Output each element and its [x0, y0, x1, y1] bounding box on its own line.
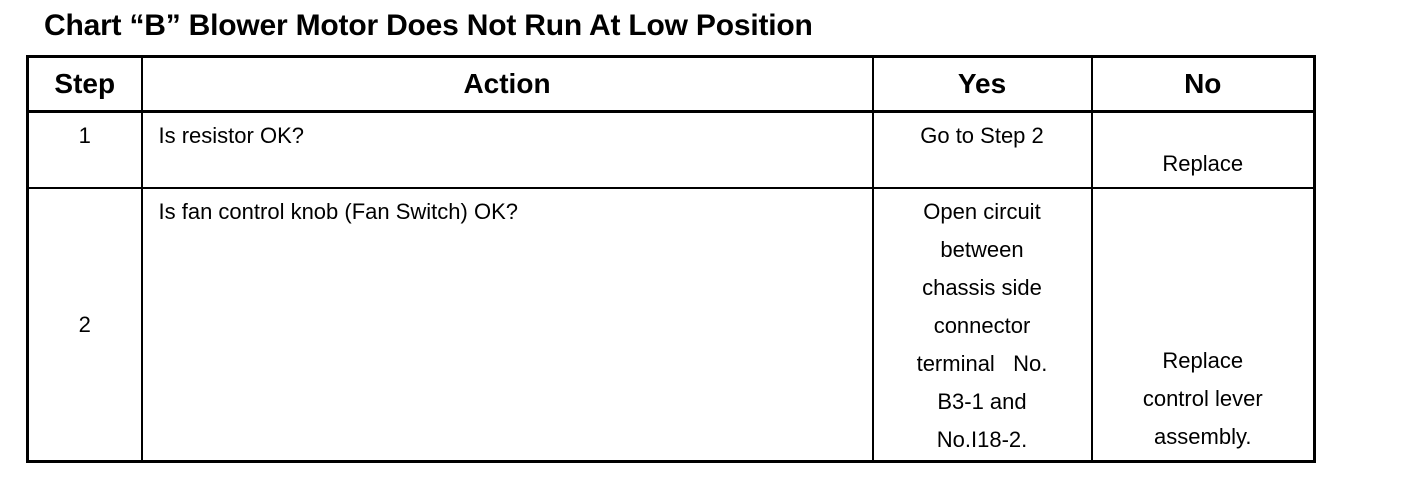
- no-line: assembly.: [1154, 424, 1252, 449]
- yes-line: Open circuit: [923, 199, 1041, 224]
- header-step: Step: [28, 57, 142, 112]
- table-row: [28, 112, 1315, 189]
- header-no: No: [1092, 57, 1315, 112]
- table-row: [28, 188, 1315, 462]
- yes-line: chassis side: [922, 275, 1042, 300]
- table-header-row: [28, 57, 1315, 112]
- yes-line: No.I18-2.: [936, 427, 1028, 452]
- yes-line: Go to Step 2: [920, 123, 1044, 148]
- yes-line: terminal No.: [916, 351, 1048, 376]
- action-text: Is fan control knob (Fan Switch) OK?: [142, 188, 873, 462]
- yes-outcome: [873, 188, 1092, 462]
- no-outcome: [1092, 188, 1315, 462]
- troubleshooting-table: [26, 55, 1316, 463]
- yes-line: connector: [933, 313, 1031, 338]
- step-number: 2: [28, 188, 142, 462]
- no-line: Replace: [1162, 348, 1244, 373]
- header-yes: Yes: [873, 57, 1092, 112]
- yes-line: between: [940, 237, 1024, 262]
- action-text: Is resistor OK?: [142, 112, 873, 189]
- header-action: Action: [142, 57, 873, 112]
- no-line: Replace: [1162, 151, 1244, 176]
- no-outcome: [1092, 112, 1315, 189]
- step-number: 1: [28, 112, 142, 189]
- chart-title: Chart “B” Blower Motor Does Not Run At Low Position: [44, 9, 813, 42]
- yes-outcome: [873, 112, 1092, 189]
- yes-line: B3-1 and: [937, 389, 1027, 414]
- no-line: control lever: [1142, 386, 1263, 411]
